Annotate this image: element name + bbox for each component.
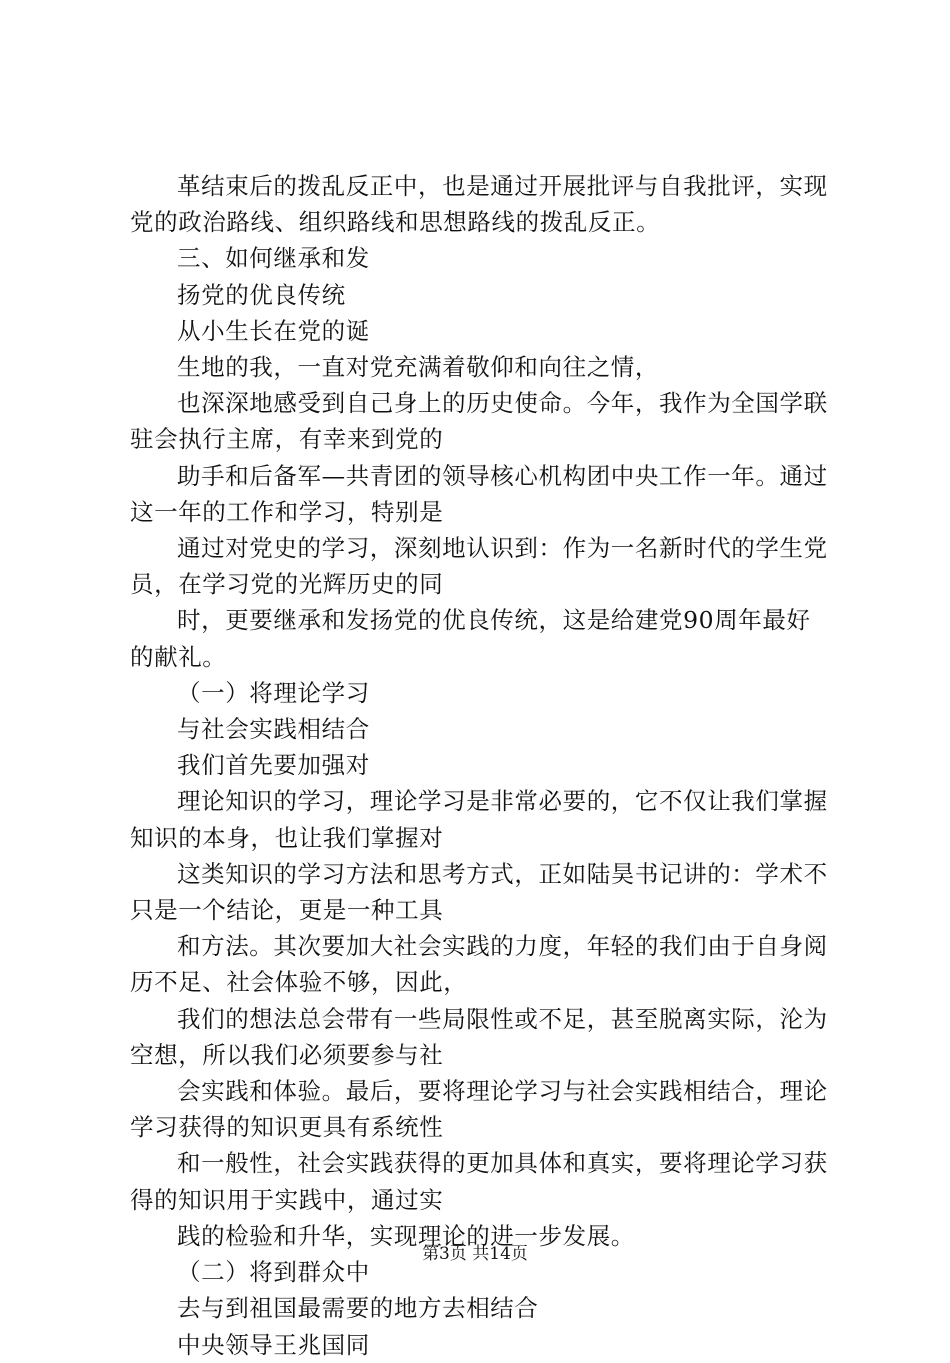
paragraph: 与社会实践相结合 [177,715,370,744]
paragraph: 这类知识的学习方法和思考方式，正如陆昊书记讲的：学术不只是一个结论，更是一种工具 [130,859,828,925]
paragraph: 中央领导王兆国同 [177,1330,370,1359]
paragraph: 理论知识的学习，理论学习是非常必要的，它不仅让我们掌握知识的本身，也让我们掌握对 [130,787,828,852]
section-heading: 三、如何继承和发 [177,244,370,273]
paragraph: 从小生长在党的诞 [177,316,370,345]
paragraph: 革结束后的拨乱反正中，也是通过开展批评与自我批评，实现党的政治路线、组织路线和思想路线的拨乱反正。 [130,172,828,237]
paragraph: 扬党的优良传统 [177,280,346,309]
paragraph: 通过对党史的学习，深刻地认识到：作为一名新时代的学生党员，在学习党的光辉历史的同 [130,534,828,599]
paragraph: 会实践和体验。最后，要将理论学习与社会实践相结合，理论学习获得的知识更具有系统性 [130,1077,828,1142]
paragraph: 生地的我，一直对党充满着敬仰和向往之情， [177,353,659,382]
page-number: 第3页 共14页 [422,1244,528,1264]
subsection-heading: （一）将理论学习 [177,678,370,707]
paragraph: 践的检验和升华，实现理论的进一步发展。 [177,1221,635,1250]
document-body [130,168,830,1363]
paragraph: 我们首先要加强对 [177,751,370,780]
subsection-heading: （二）将到群众中 [177,1258,370,1287]
page-footer [0,1243,950,1265]
paragraph: 和方法。其次要加大社会实践的力度，年轻的我们由于自身阅历不足、社会体验不够，因此， [130,932,828,997]
paragraph: 时，更要继承和发扬党的优良传统，这是给建党90周年最好的献礼。 [130,606,811,671]
paragraph: 助手和后备军—共青团的领导核心机构团中央工作一年。通过这一年的工作和学习，特别是 [130,461,828,526]
paragraph: 去与到祖国最需要的地方去相结合 [177,1294,539,1323]
paragraph: 我们的想法总会带有一些局限性或不足，甚至脱离实际，沦为空想，所以我们必须要参与社 [130,1004,828,1069]
paragraph: 也深深地感受到自己身上的历史使命。今年，我作为全国学联驻会执行主席，有幸来到党的 [130,389,828,454]
paragraph: 和一般性，社会实践获得的更加具体和真实，要将理论学习获得的知识用于实践中，通过实 [130,1149,828,1214]
